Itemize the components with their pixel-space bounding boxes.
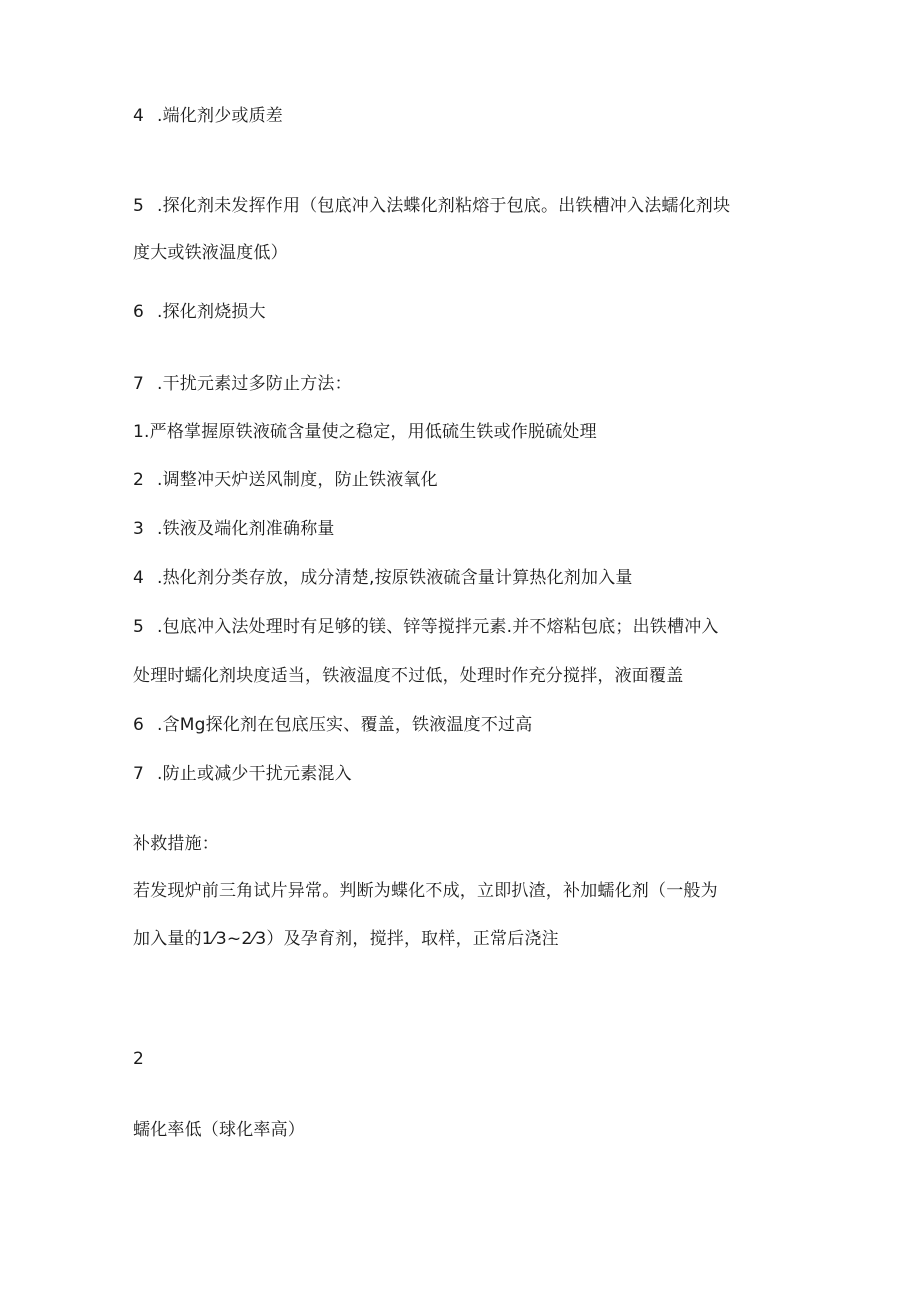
section-title: 蠕化率低（球化率高） — [133, 1120, 305, 1140]
prevention-item-5 — [133, 615, 719, 639]
prevention-item-5-continued: 处理时蠕化剂块度适当，铁液温度不过低，处理时作充分搅拌，液面覆盖 — [133, 666, 684, 686]
item-number: 7 — [133, 764, 145, 784]
prevention-item-6 — [133, 713, 532, 737]
cause-item-5 — [133, 194, 730, 218]
prevention-item-2 — [133, 468, 438, 492]
remedy-text: 若发现炉前三角试片异常。判断为蝶化不成，立即扒渣，补加蠕化剂（一般为 — [133, 881, 718, 901]
cause-item-4 — [133, 104, 283, 128]
item-text: .探化剂烧损大 — [157, 302, 266, 322]
item-text: .探化剂未发挥作用（包底冲入法蝶化剂粘熔于包底。出铁槽冲入法蠕化剂块 — [157, 196, 731, 216]
item-text: .防止或减少干扰元素混入 — [157, 764, 352, 784]
item-number: 3 — [133, 519, 145, 539]
item-text: .端化剂少或质差 — [157, 106, 284, 126]
item-number: 4 — [133, 568, 145, 588]
cause-item-6 — [133, 300, 266, 324]
item-text: .热化剂分类存放，成分清楚,按原铁液硫含量计算热化剂加入量 — [157, 568, 633, 588]
prevention-item-3 — [133, 517, 335, 541]
remedy-heading: 补救措施： — [133, 834, 219, 854]
item-number: 4 — [133, 106, 145, 126]
item-text: .调整冲天炉送风制度，防止铁液氧化 — [157, 470, 438, 490]
item-number: 2 — [133, 470, 145, 490]
prevention-item-4 — [133, 566, 633, 590]
prevention-item-7 — [133, 762, 352, 786]
prevention-item-1: 1.严格掌握原铁液硫含量使之稳定，用低硫生铁或作脱硫处理 — [133, 422, 597, 442]
section-number: 2 — [133, 1049, 145, 1069]
item-number: 7 — [133, 374, 145, 394]
item-text: .包底冲入法处理时有足够的镁、锌等搅拌元素.并不熔粘包底；出铁槽冲入 — [157, 617, 719, 637]
item-number: 6 — [133, 715, 145, 735]
item-text: .含Mg探化剂在包底压实、覆盖，铁液温度不过高 — [157, 715, 533, 735]
cause-item-7 — [133, 372, 352, 396]
item-number: 5 — [133, 196, 145, 216]
item-number: 6 — [133, 302, 145, 322]
item-text: .干扰元素过多防止方法： — [157, 374, 352, 394]
remedy-text-continued: 加入量的1⁄3~2⁄3）及孕育剂，搅拌，取样，正常后浇注 — [133, 929, 559, 949]
cause-item-5-continued: 度大或铁液温度低） — [133, 243, 288, 263]
item-text: .铁液及端化剂准确称量 — [157, 519, 335, 539]
item-number: 5 — [133, 617, 145, 637]
